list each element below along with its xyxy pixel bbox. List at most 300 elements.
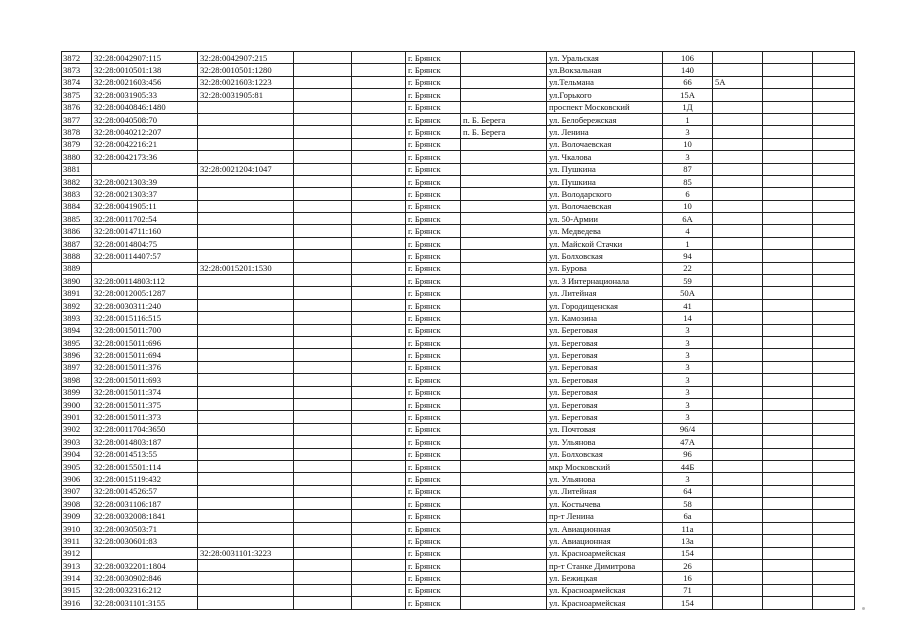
table-row [62, 287, 855, 299]
cell-row-number: 3872 [62, 52, 92, 64]
cell-settlement [461, 398, 547, 410]
cell-trailing-col [813, 460, 855, 472]
cell-cadastral-number: 32:28:0014803:187 [92, 436, 198, 448]
table-row [62, 237, 855, 249]
cell-empty-col-b [352, 126, 406, 138]
cell-row-number: 3889 [62, 262, 92, 274]
cell-trailing-col [813, 572, 855, 584]
cell-street: ул. Волочаевская [547, 200, 663, 212]
cell-empty-col-a [294, 436, 352, 448]
cell-empty-col-a [294, 374, 352, 386]
cell-row-number: 3899 [62, 386, 92, 398]
cell-building-number [713, 175, 763, 187]
cell-cadastral-number-alt [198, 535, 294, 547]
cell-empty-col-b [352, 113, 406, 125]
cell-city: г. Брянск [406, 200, 461, 212]
cell-empty-col-a [294, 64, 352, 76]
cell-extra-col [763, 460, 813, 472]
cell-trailing-col [813, 113, 855, 125]
cell-empty-col-b [352, 510, 406, 522]
cell-extra-col [763, 560, 813, 572]
table-row [62, 572, 855, 584]
cell-city: г. Брянск [406, 411, 461, 423]
table-row [62, 498, 855, 510]
cell-house-number: 85 [663, 175, 713, 187]
cell-extra-col [763, 237, 813, 249]
cell-street: ул. Белобережская [547, 113, 663, 125]
cell-house-number: 3 [663, 473, 713, 485]
cell-row-number: 3910 [62, 522, 92, 534]
table-row [62, 448, 855, 460]
cell-cadastral-number-alt [198, 398, 294, 410]
cell-empty-col-a [294, 386, 352, 398]
cell-city: г. Брянск [406, 423, 461, 435]
cell-extra-col [763, 448, 813, 460]
cell-cadastral-number: 32:28:0015011:373 [92, 411, 198, 423]
cell-city: г. Брянск [406, 460, 461, 472]
cell-city: г. Брянск [406, 89, 461, 101]
cell-city: г. Брянск [406, 250, 461, 262]
cell-row-number: 3902 [62, 423, 92, 435]
cell-building-number [713, 138, 763, 150]
cell-settlement [461, 535, 547, 547]
cell-city: г. Брянск [406, 361, 461, 373]
cell-building-number [713, 101, 763, 113]
cell-empty-col-b [352, 349, 406, 361]
cell-cadastral-number: 32:28:0032201:1804 [92, 560, 198, 572]
cell-house-number: 10 [663, 138, 713, 150]
table-row [62, 597, 855, 609]
cell-row-number: 3883 [62, 188, 92, 200]
cell-extra-col [763, 113, 813, 125]
cell-cadastral-number-alt [198, 473, 294, 485]
cell-cadastral-number: 32:28:0042173:36 [92, 151, 198, 163]
cell-empty-col-a [294, 76, 352, 88]
cell-empty-col-b [352, 535, 406, 547]
cell-building-number [713, 386, 763, 398]
cell-cadastral-number-alt [198, 411, 294, 423]
cell-cadastral-number-alt: 32:28:0010501:1280 [198, 64, 294, 76]
cell-extra-col [763, 151, 813, 163]
cell-house-number: 3 [663, 361, 713, 373]
cell-empty-col-b [352, 411, 406, 423]
cell-row-number: 3892 [62, 299, 92, 311]
cell-row-number: 3900 [62, 398, 92, 410]
cell-trailing-col [813, 485, 855, 497]
table-row [62, 485, 855, 497]
table-row [62, 113, 855, 125]
cell-settlement [461, 386, 547, 398]
cell-trailing-col [813, 597, 855, 609]
table-row [62, 275, 855, 287]
cell-empty-col-b [352, 547, 406, 559]
cell-row-number: 3891 [62, 287, 92, 299]
cell-cadastral-number-alt [198, 113, 294, 125]
cell-house-number: 96 [663, 448, 713, 460]
cell-house-number: 94 [663, 250, 713, 262]
cell-building-number [713, 52, 763, 64]
cell-cadastral-number-alt [198, 584, 294, 596]
cell-empty-col-a [294, 510, 352, 522]
cell-settlement [461, 349, 547, 361]
cell-row-number: 3875 [62, 89, 92, 101]
cell-house-number: 1 [663, 237, 713, 249]
cell-extra-col [763, 287, 813, 299]
cell-house-number: 15А [663, 89, 713, 101]
cell-city: г. Брянск [406, 64, 461, 76]
cell-cadastral-number: 32:28:0014526:57 [92, 485, 198, 497]
cell-house-number: 26 [663, 560, 713, 572]
cell-house-number: 47А [663, 436, 713, 448]
cell-empty-col-a [294, 237, 352, 249]
cell-extra-col [763, 535, 813, 547]
cell-empty-col-b [352, 275, 406, 287]
cell-street: ул.Вокзальная [547, 64, 663, 76]
cell-cadastral-number: 32:28:0015501:114 [92, 460, 198, 472]
cell-extra-col [763, 299, 813, 311]
cell-cadastral-number: 32:28:0030601:83 [92, 535, 198, 547]
cell-empty-col-b [352, 151, 406, 163]
cell-cadastral-number: 32:28:0015116:515 [92, 312, 198, 324]
cell-cadastral-number: 32:28:0015011:376 [92, 361, 198, 373]
cell-empty-col-a [294, 349, 352, 361]
cell-building-number [713, 584, 763, 596]
cell-row-number: 3877 [62, 113, 92, 125]
cell-cadastral-number: 32:28:0032316:212 [92, 584, 198, 596]
table-row [62, 175, 855, 187]
cell-building-number [713, 250, 763, 262]
cell-building-number [713, 225, 763, 237]
table-row [62, 547, 855, 559]
cell-street: ул. Литейная [547, 485, 663, 497]
cell-cadastral-number-alt [198, 423, 294, 435]
cell-empty-col-a [294, 299, 352, 311]
cell-row-number: 3884 [62, 200, 92, 212]
cell-settlement [461, 163, 547, 175]
cell-city: г. Брянск [406, 398, 461, 410]
cell-empty-col-a [294, 275, 352, 287]
cell-empty-col-a [294, 312, 352, 324]
cell-empty-col-b [352, 460, 406, 472]
cell-cadastral-number: 32:28:0011704:3650 [92, 423, 198, 435]
cell-cadastral-number: 32:28:0021303:37 [92, 188, 198, 200]
cell-building-number [713, 237, 763, 249]
cell-trailing-col [813, 584, 855, 596]
cell-street: ул.Тельмана [547, 76, 663, 88]
cell-cadastral-number-alt [198, 237, 294, 249]
cell-trailing-col [813, 175, 855, 187]
cell-street: ул. Медведева [547, 225, 663, 237]
cell-extra-col [763, 188, 813, 200]
cell-extra-col [763, 361, 813, 373]
cell-street: ул. Литейная [547, 287, 663, 299]
cell-row-number: 3886 [62, 225, 92, 237]
cell-cadastral-number: 32:28:0042907:115 [92, 52, 198, 64]
cell-cadastral-number-alt: 32:28:0021204:1047 [198, 163, 294, 175]
cell-cadastral-number: 32:28:0030902:846 [92, 572, 198, 584]
cell-city: г. Брянск [406, 52, 461, 64]
cell-street: ул. Ленина [547, 126, 663, 138]
cell-cadastral-number: 32:28:0015119:432 [92, 473, 198, 485]
cell-house-number: 154 [663, 547, 713, 559]
cell-cadastral-number: 32:28:0015011:374 [92, 386, 198, 398]
cell-house-number: 10 [663, 200, 713, 212]
cell-trailing-col [813, 151, 855, 163]
cell-city: г. Брянск [406, 213, 461, 225]
cell-cadastral-number-alt: 32:28:0031101:3223 [198, 547, 294, 559]
cell-empty-col-b [352, 336, 406, 348]
cell-street: ул. Береговая [547, 349, 663, 361]
cell-cadastral-number-alt [198, 560, 294, 572]
cell-house-number: 6А [663, 213, 713, 225]
cell-house-number: 13а [663, 535, 713, 547]
cell-row-number: 3878 [62, 126, 92, 138]
cell-empty-col-a [294, 485, 352, 497]
cell-cadastral-number: 32:28:00114803:112 [92, 275, 198, 287]
cell-building-number: 5А [713, 76, 763, 88]
table-row [62, 584, 855, 596]
cell-settlement [461, 188, 547, 200]
cell-extra-col [763, 225, 813, 237]
cell-extra-col [763, 485, 813, 497]
cell-city: г. Брянск [406, 473, 461, 485]
cell-extra-col [763, 163, 813, 175]
cell-row-number: 3903 [62, 436, 92, 448]
cell-city: г. Брянск [406, 287, 461, 299]
cell-empty-col-b [352, 188, 406, 200]
cell-cadastral-number-alt [198, 126, 294, 138]
cell-street: ул. Береговая [547, 336, 663, 348]
cell-extra-col [763, 349, 813, 361]
cell-empty-col-a [294, 448, 352, 460]
cell-city: г. Брянск [406, 572, 461, 584]
cell-extra-col [763, 126, 813, 138]
table-row [62, 200, 855, 212]
table-row [62, 163, 855, 175]
cell-settlement [461, 436, 547, 448]
cell-cadastral-number [92, 547, 198, 559]
cell-row-number: 3897 [62, 361, 92, 373]
cell-empty-col-b [352, 225, 406, 237]
cell-row-number: 3914 [62, 572, 92, 584]
cell-settlement: п. Б. Берега [461, 113, 547, 125]
cell-house-number: 11а [663, 522, 713, 534]
cell-city: г. Брянск [406, 324, 461, 336]
cell-row-number: 3895 [62, 336, 92, 348]
cell-trailing-col [813, 324, 855, 336]
cell-empty-col-a [294, 522, 352, 534]
cell-extra-col [763, 473, 813, 485]
cell-settlement [461, 213, 547, 225]
cell-empty-col-b [352, 89, 406, 101]
cell-city: г. Брянск [406, 188, 461, 200]
cell-empty-col-b [352, 572, 406, 584]
cell-building-number [713, 560, 763, 572]
cell-trailing-col [813, 411, 855, 423]
cell-street: ул. Городищенская [547, 299, 663, 311]
cell-cadastral-number-alt [198, 386, 294, 398]
table-row [62, 213, 855, 225]
cell-cadastral-number-alt [198, 448, 294, 460]
cell-empty-col-a [294, 398, 352, 410]
cell-trailing-col [813, 473, 855, 485]
cell-trailing-col [813, 287, 855, 299]
cell-city: г. Брянск [406, 498, 461, 510]
cell-street: ул. Пушкина [547, 163, 663, 175]
cell-settlement [461, 584, 547, 596]
cell-street: ул. Камозина [547, 312, 663, 324]
cell-city: г. Брянск [406, 225, 461, 237]
cell-city: г. Брянск [406, 262, 461, 274]
cell-building-number [713, 535, 763, 547]
cell-cadastral-number-alt [198, 498, 294, 510]
cell-settlement [461, 151, 547, 163]
cell-empty-col-b [352, 163, 406, 175]
cell-house-number: 1Д [663, 101, 713, 113]
cell-cadastral-number-alt [198, 597, 294, 609]
cell-cadastral-number-alt [198, 151, 294, 163]
cell-house-number: 87 [663, 163, 713, 175]
cell-row-number: 3916 [62, 597, 92, 609]
table-row [62, 151, 855, 163]
cell-settlement [461, 597, 547, 609]
cell-cadastral-number-alt: 32:28:0042907:215 [198, 52, 294, 64]
cell-city: г. Брянск [406, 126, 461, 138]
cell-empty-col-a [294, 560, 352, 572]
table-row [62, 250, 855, 262]
cell-cadastral-number-alt [198, 175, 294, 187]
cell-street: ул. Береговая [547, 411, 663, 423]
cell-building-number [713, 522, 763, 534]
cell-extra-col [763, 572, 813, 584]
cell-cadastral-number-alt [198, 349, 294, 361]
table-row [62, 336, 855, 348]
cell-building-number [713, 361, 763, 373]
cell-street: мкр Московский [547, 460, 663, 472]
cell-empty-col-b [352, 522, 406, 534]
table-row [62, 312, 855, 324]
cell-street: ул. Пушкина [547, 175, 663, 187]
cell-empty-col-a [294, 188, 352, 200]
table-row [62, 76, 855, 88]
cell-settlement [461, 336, 547, 348]
cell-cadastral-number: 32:28:0040212:207 [92, 126, 198, 138]
cell-city: г. Брянск [406, 436, 461, 448]
registry-sheet [61, 51, 855, 610]
cell-trailing-col [813, 398, 855, 410]
cell-building-number [713, 411, 763, 423]
cell-row-number: 3904 [62, 448, 92, 460]
cell-building-number [713, 126, 763, 138]
cell-row-number: 3911 [62, 535, 92, 547]
cell-empty-col-a [294, 584, 352, 596]
cell-empty-col-b [352, 386, 406, 398]
cell-street: ул. Майской Стачки [547, 237, 663, 249]
cell-house-number: 16 [663, 572, 713, 584]
cell-trailing-col [813, 52, 855, 64]
cell-extra-col [763, 138, 813, 150]
cell-extra-col [763, 336, 813, 348]
cell-empty-col-a [294, 52, 352, 64]
cell-cadastral-number: 32:28:0031905:33 [92, 89, 198, 101]
cell-cadastral-number [92, 163, 198, 175]
table-row [62, 560, 855, 572]
cell-trailing-col [813, 436, 855, 448]
cell-cadastral-number-alt [198, 312, 294, 324]
cell-extra-col [763, 436, 813, 448]
cell-settlement [461, 312, 547, 324]
cell-street: ул. Красноармейская [547, 597, 663, 609]
cell-cadastral-number: 32:28:0041905:11 [92, 200, 198, 212]
table-row [62, 349, 855, 361]
cell-cadastral-number-alt: 32:28:0021603:1223 [198, 76, 294, 88]
cell-city: г. Брянск [406, 374, 461, 386]
scan-dot [862, 607, 865, 610]
table-row [62, 473, 855, 485]
cell-cadastral-number: 32:28:0014711:160 [92, 225, 198, 237]
cell-street: ул. Береговая [547, 374, 663, 386]
cell-city: г. Брянск [406, 522, 461, 534]
cell-settlement [461, 76, 547, 88]
cell-cadastral-number: 32:28:0010501:138 [92, 64, 198, 76]
table-row [62, 262, 855, 274]
cell-street: проспект Московский [547, 101, 663, 113]
cell-building-number [713, 113, 763, 125]
cell-empty-col-b [352, 324, 406, 336]
cell-empty-col-b [352, 584, 406, 596]
cell-house-number: 3 [663, 386, 713, 398]
cell-house-number: 71 [663, 584, 713, 596]
cell-trailing-col [813, 213, 855, 225]
cell-cadastral-number-alt [198, 299, 294, 311]
cell-settlement [461, 101, 547, 113]
cell-building-number [713, 349, 763, 361]
cell-trailing-col [813, 361, 855, 373]
cell-cadastral-number-alt [198, 200, 294, 212]
cell-empty-col-a [294, 287, 352, 299]
cell-empty-col-b [352, 448, 406, 460]
cell-cadastral-number-alt [198, 138, 294, 150]
cell-extra-col [763, 175, 813, 187]
cell-empty-col-b [352, 485, 406, 497]
cell-trailing-col [813, 64, 855, 76]
cell-cadastral-number-alt [198, 275, 294, 287]
cell-city: г. Брянск [406, 275, 461, 287]
cell-settlement [461, 250, 547, 262]
cell-house-number: 41 [663, 299, 713, 311]
cell-building-number [713, 374, 763, 386]
cell-building-number [713, 89, 763, 101]
cell-trailing-col [813, 312, 855, 324]
cell-row-number: 3905 [62, 460, 92, 472]
cell-extra-col [763, 324, 813, 336]
cell-row-number: 3896 [62, 349, 92, 361]
cell-house-number: 66 [663, 76, 713, 88]
cell-house-number: 106 [663, 52, 713, 64]
cell-cadastral-number-alt [198, 287, 294, 299]
cell-empty-col-b [352, 101, 406, 113]
cell-settlement [461, 275, 547, 287]
cell-city: г. Брянск [406, 336, 461, 348]
cell-trailing-col [813, 225, 855, 237]
cell-empty-col-a [294, 250, 352, 262]
cell-extra-col [763, 89, 813, 101]
cell-trailing-col [813, 336, 855, 348]
table-row [62, 398, 855, 410]
cell-building-number [713, 275, 763, 287]
cell-empty-col-a [294, 498, 352, 510]
cell-empty-col-a [294, 597, 352, 609]
